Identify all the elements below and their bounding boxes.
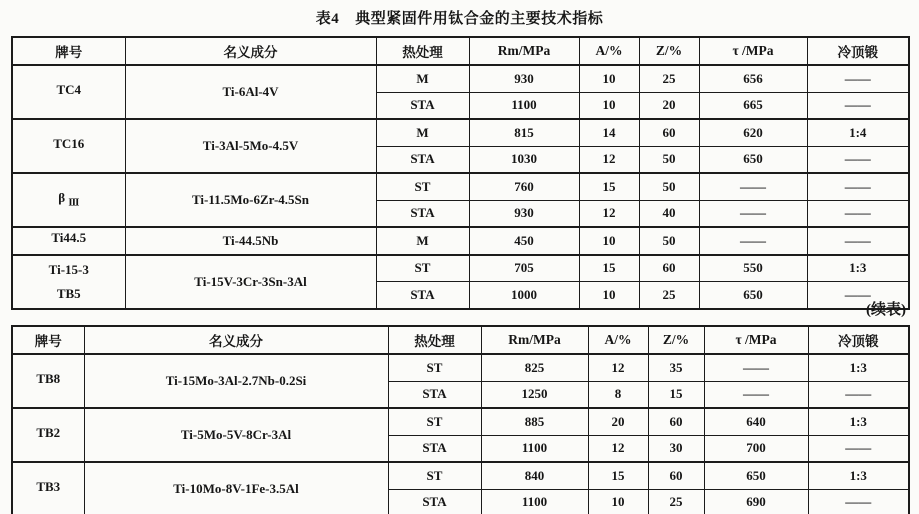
reduction-cell: 20 [639, 92, 699, 119]
cold-heading-cell: —— [807, 227, 909, 255]
grade-label: Ti-15-3 [48, 261, 89, 277]
shear-strength-cell: —— [699, 227, 807, 255]
heat-treatment-cell: ST [376, 173, 469, 200]
table-number: 表4 [315, 11, 340, 27]
composition-cell: Ti-15Mo-3Al-2.7Nb-0.2Si [84, 354, 388, 408]
elongation-cell: 15 [579, 255, 639, 282]
cold-heading-cell: —— [807, 282, 909, 309]
grade-label: TC16 [53, 135, 85, 151]
cold-heading-cell: —— [807, 200, 909, 227]
cold-heading-cell: —— [808, 435, 909, 462]
heat-treatment-cell: STA [388, 381, 481, 408]
elongation-cell: 12 [579, 200, 639, 227]
column-header-cold-heading: 冷顶锻 [807, 37, 909, 65]
shear-strength-cell: 656 [699, 65, 807, 92]
grade-cell [12, 408, 84, 462]
heat-treatment-cell: STA [376, 92, 469, 119]
header-row [12, 326, 909, 354]
column-header-cold-heading: 冷顶锻 [808, 326, 909, 354]
table-row [12, 354, 909, 381]
grade-cell [12, 65, 125, 119]
heat-treatment-cell: M [376, 119, 469, 146]
reduction-cell: 50 [639, 173, 699, 200]
column-header-tau: τ /MPa [699, 37, 807, 65]
column-header-rm: Rm/MPa [469, 37, 579, 65]
elongation-cell: 12 [588, 435, 648, 462]
grade-cell [12, 173, 125, 227]
grade-label: Ti44.5 [51, 230, 87, 246]
alloy-table-continued [11, 325, 910, 514]
rm-cell: 840 [481, 462, 588, 489]
rm-cell: 930 [469, 65, 579, 92]
reduction-cell: 25 [639, 282, 699, 309]
reduction-cell: 60 [639, 255, 699, 282]
composition-cell: Ti-15V-3Cr-3Sn-3Al [125, 255, 376, 309]
grade-label: TB2 [36, 424, 61, 440]
reduction-cell: 50 [639, 227, 699, 255]
composition-cell: Ti-44.5Nb [125, 227, 376, 255]
elongation-cell: 15 [588, 462, 648, 489]
shear-strength-cell: 650 [699, 282, 807, 309]
column-header-heat-treatment: 热处理 [388, 326, 481, 354]
column-header-a: A/% [588, 326, 648, 354]
grade-cell [12, 255, 125, 309]
cold-heading-cell: 1:3 [807, 255, 909, 282]
elongation-cell: 10 [588, 489, 648, 514]
heat-treatment-cell: ST [388, 354, 481, 381]
rm-cell: 1100 [469, 92, 579, 119]
cold-heading-cell: —— [808, 489, 909, 514]
heat-treatment-cell: STA [388, 435, 481, 462]
composition-cell: Ti-5Mo-5V-8Cr-3Al [84, 408, 388, 462]
shear-strength-cell: 640 [704, 408, 808, 435]
column-header-tau: τ /MPa [704, 326, 808, 354]
elongation-cell: 10 [579, 227, 639, 255]
shear-strength-cell: —— [704, 354, 808, 381]
grade-label: TC4 [56, 81, 82, 97]
column-header-a: A/% [579, 37, 639, 65]
cold-heading-cell: 1:3 [808, 408, 909, 435]
shear-strength-cell: 650 [699, 146, 807, 173]
heat-treatment-cell: STA [376, 146, 469, 173]
rm-cell: 705 [469, 255, 579, 282]
shear-strength-cell: —— [699, 173, 807, 200]
column-header-grade: 牌号 [12, 37, 125, 65]
heat-treatment-cell: ST [388, 462, 481, 489]
column-header-heat-treatment: 热处理 [376, 37, 469, 65]
grade-second-line: TB5 [56, 286, 81, 302]
reduction-cell: 15 [648, 381, 704, 408]
rm-cell: 1100 [481, 435, 588, 462]
table-row [12, 65, 909, 92]
shear-strength-cell: 690 [704, 489, 808, 514]
column-header-z: Z/% [648, 326, 704, 354]
rm-cell: 760 [469, 173, 579, 200]
cold-heading-cell: —— [808, 381, 909, 408]
heat-treatment-cell: ST [388, 408, 481, 435]
rm-cell: 1030 [469, 146, 579, 173]
heat-treatment-cell: M [376, 65, 469, 92]
elongation-cell: 10 [579, 92, 639, 119]
cold-heading-cell: 1:4 [807, 119, 909, 146]
elongation-cell: 12 [588, 354, 648, 381]
reduction-cell: 25 [648, 489, 704, 514]
cold-heading-cell: —— [807, 92, 909, 119]
grade-label: TB8 [36, 370, 61, 386]
shear-strength-cell: —— [704, 381, 808, 408]
composition-cell: Ti-11.5Mo-6Zr-4.5Sn [125, 173, 376, 227]
rm-cell: 815 [469, 119, 579, 146]
shear-strength-cell: 650 [704, 462, 808, 489]
shear-strength-cell: —— [699, 200, 807, 227]
table-title-text: 典型紧固件用钛合金的主要技术指标 [355, 11, 604, 27]
cold-heading-cell: —— [807, 146, 909, 173]
cold-heading-cell: 1:3 [808, 354, 909, 381]
elongation-cell: 12 [579, 146, 639, 173]
continued-table-label: (续表) [866, 302, 906, 318]
column-header-grade: 牌号 [12, 326, 84, 354]
heat-treatment-cell: ST [376, 255, 469, 282]
reduction-cell: 60 [648, 408, 704, 435]
rm-cell: 885 [481, 408, 588, 435]
table-row [12, 227, 909, 255]
grade-cell [12, 119, 125, 173]
grade-subscript: Ⅲ [68, 197, 80, 208]
heat-treatment-cell: STA [388, 489, 481, 514]
rm-cell: 450 [469, 227, 579, 255]
rm-cell: 1000 [469, 282, 579, 309]
grade-label: β [58, 189, 66, 205]
column-header-rm: Rm/MPa [481, 326, 588, 354]
rm-cell: 930 [469, 200, 579, 227]
table-row [12, 462, 909, 489]
reduction-cell: 40 [639, 200, 699, 227]
heat-treatment-cell: STA [376, 200, 469, 227]
shear-strength-cell: 700 [704, 435, 808, 462]
reduction-cell: 50 [639, 146, 699, 173]
column-header-z: Z/% [639, 37, 699, 65]
grade-cell [12, 227, 125, 255]
cold-heading-cell: 1:3 [808, 462, 909, 489]
elongation-cell: 20 [588, 408, 648, 435]
rm-cell: 1100 [481, 489, 588, 514]
elongation-cell: 14 [579, 119, 639, 146]
elongation-cell: 10 [579, 282, 639, 309]
composition-cell: Ti-10Mo-8V-1Fe-3.5Al [84, 462, 388, 514]
elongation-cell: 15 [579, 173, 639, 200]
elongation-cell: 10 [579, 65, 639, 92]
header-row [12, 37, 909, 65]
reduction-cell: 60 [648, 462, 704, 489]
shear-strength-cell: 550 [699, 255, 807, 282]
reduction-cell: 35 [648, 354, 704, 381]
column-header-composition: 名义成分 [84, 326, 388, 354]
shear-strength-cell: 665 [699, 92, 807, 119]
table-title [0, 7, 919, 28]
table-row [12, 408, 909, 435]
column-header-composition: 名义成分 [125, 37, 376, 65]
reduction-cell: 60 [639, 119, 699, 146]
alloy-table-main [11, 36, 910, 310]
heat-treatment-cell: M [376, 227, 469, 255]
composition-cell: Ti-6Al-4V [125, 65, 376, 119]
rm-cell: 1250 [481, 381, 588, 408]
elongation-cell: 8 [588, 381, 648, 408]
heat-treatment-cell: STA [376, 282, 469, 309]
table-row [12, 173, 909, 200]
shear-strength-cell: 620 [699, 119, 807, 146]
reduction-cell: 30 [648, 435, 704, 462]
grade-label: TB3 [36, 478, 61, 494]
grade-cell [12, 462, 84, 514]
composition-cell: Ti-3Al-5Mo-4.5V [125, 119, 376, 173]
cold-heading-cell: —— [807, 65, 909, 92]
grade-cell [12, 354, 84, 408]
table-row [12, 255, 909, 282]
rm-cell: 825 [481, 354, 588, 381]
cold-heading-cell: —— [807, 173, 909, 200]
table-row [12, 119, 909, 146]
reduction-cell: 25 [639, 65, 699, 92]
